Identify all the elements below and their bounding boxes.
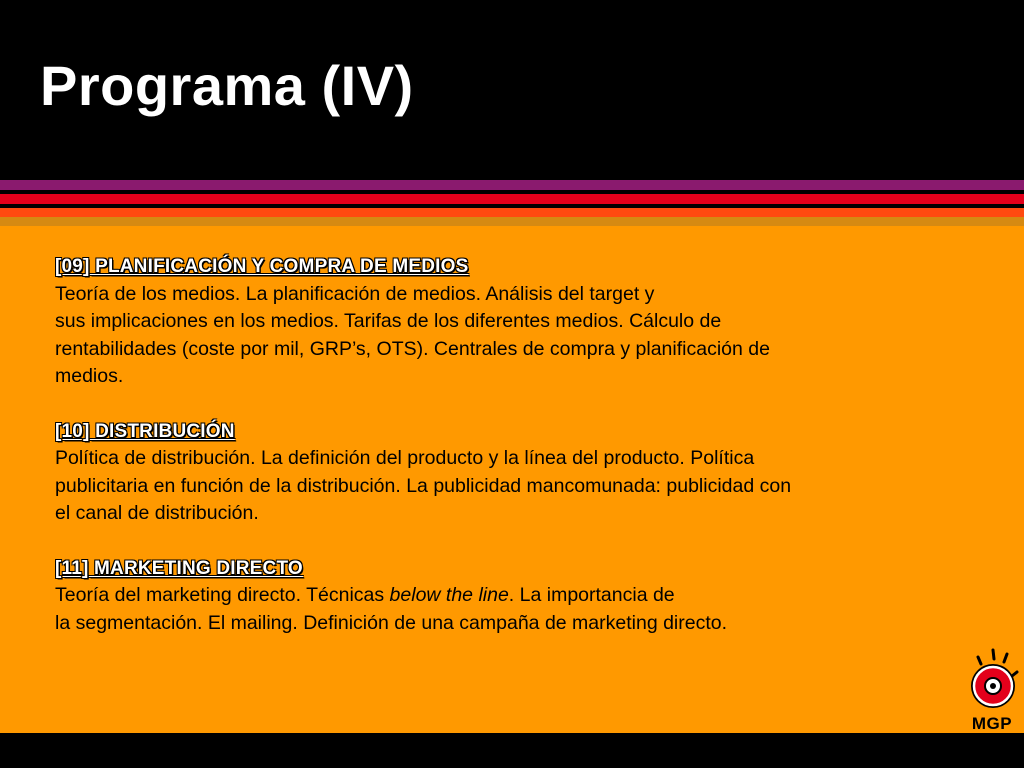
section-text-line (55, 582, 935, 610)
content-body (55, 253, 935, 664)
section-planificacion (55, 253, 935, 391)
text-segment: . La importancia de (508, 584, 675, 606)
stripe-purple (0, 180, 1024, 190)
section-distribucion (55, 418, 935, 528)
italic-term: below the line (389, 584, 509, 606)
logo-text: MGP (971, 714, 1013, 733)
stripe-red (0, 194, 1024, 204)
slide-title: Programa (IV) (40, 54, 414, 117)
section-text-line: el canal de distribución. (55, 502, 259, 524)
stripe-ochre (0, 217, 1024, 226)
stripe-orange-red (0, 208, 1024, 217)
section-text-line: Teoría de los medios. La planificación de medios. Análisis del target y (55, 282, 655, 305)
section-text-line: la segmentación. El mailing. Definición de una campaña de marketing directo. (55, 611, 728, 634)
section-text-line: publicitaria en función de la distribución. La publicidad mancomunada: publicidad con (55, 474, 792, 497)
logo-disc-icon (962, 648, 1022, 718)
section-text-line: medios. (55, 365, 124, 387)
section-text-line: Política de distribución. La definición del producto y la línea del producto. Política (55, 447, 755, 469)
section-heading: [10] DISTRIBUCIÓN (55, 420, 235, 442)
bottom-bar (0, 733, 1024, 768)
section-marketing-directo (55, 555, 935, 638)
text-segment: Teoría del marketing directo. Técnicas (55, 584, 390, 606)
section-text-line: rentabilidades (coste por mil, GRP’s, OTS). Centrales de compra y planificación de (55, 337, 770, 360)
mgp-logo (962, 648, 1022, 734)
section-heading: [09] PLANIFICACIÓN Y COMPRA DE MEDIOS (55, 256, 469, 277)
section-text-line: sus implicaciones en los medios. Tarifas de los diferentes medios. Cálculo de (55, 310, 722, 332)
section-heading: [11] MARKETING DIRECTO (55, 557, 303, 579)
